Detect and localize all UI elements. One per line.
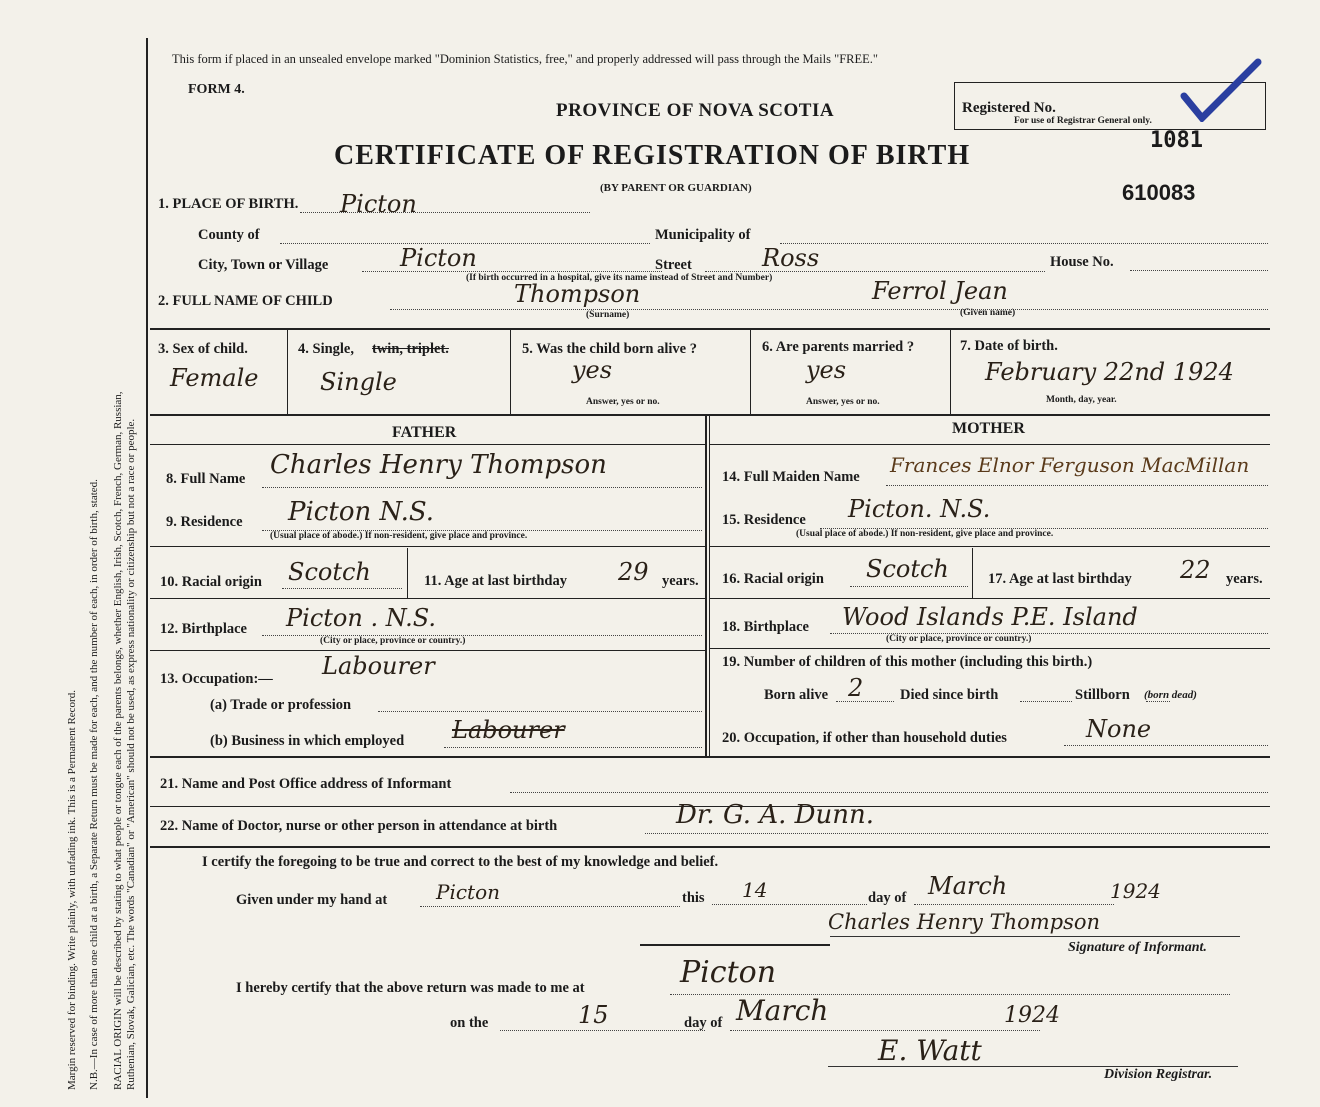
single-value: Single xyxy=(320,368,397,396)
mother-residence-label: 15. Residence xyxy=(722,512,806,528)
certificate-subtitle: (BY PARENT OR GUARDIAN) xyxy=(600,182,752,194)
certificate-title: CERTIFICATE OF REGISTRATION OF BIRTH xyxy=(334,140,971,171)
stillborn-line xyxy=(1146,701,1170,702)
margin-rule xyxy=(146,38,148,1098)
father-birthplace-note: (City or place, province or country.) xyxy=(320,636,466,646)
mother-racial-value: Scotch xyxy=(866,555,949,583)
dob-label: 7. Date of birth. xyxy=(960,338,1058,354)
father-age-label: 11. Age at last birthday xyxy=(424,573,567,589)
street-value: Ross xyxy=(762,244,820,272)
reg-month-value: March xyxy=(736,994,829,1027)
given-caption: (Given name) xyxy=(960,308,1016,318)
place-of-birth-label: 1. PLACE OF BIRTH. xyxy=(158,196,299,212)
father-years-label: years. xyxy=(662,573,699,589)
margin-note-4: Ruthenian, Slovak, Galician, etc. The words "Canadian" or "American" should not be used, as express nationality or citizenship but not a race or people. xyxy=(125,418,137,1090)
mother-age-label: 17. Age at last birthday xyxy=(988,571,1132,587)
died-line xyxy=(1020,701,1072,702)
month-line xyxy=(914,904,1114,905)
house-label: House No. xyxy=(1050,254,1114,270)
answer-caption: Answer, yes or no. xyxy=(806,397,880,407)
given-place-line xyxy=(420,906,680,907)
born-alive-value: yes xyxy=(572,356,613,384)
informant-signature: Charles Henry Thompson xyxy=(828,910,1101,934)
father-residence-label: 9. Residence xyxy=(166,514,243,530)
certify-statement: I certify the foregoing to be true and correct to the best of my knowledge and belief. xyxy=(202,854,719,870)
married-value: yes xyxy=(806,356,847,384)
column-divider xyxy=(950,330,951,414)
father-residence-value: Picton N.S. xyxy=(288,497,434,527)
street-label: Street xyxy=(655,257,692,273)
mother-heading: MOTHER xyxy=(952,420,1025,437)
business-line xyxy=(444,747,702,748)
section-rule xyxy=(150,598,705,599)
child-surname: Thompson xyxy=(514,280,641,308)
day-value: 14 xyxy=(742,878,768,902)
business-value: Labourer xyxy=(452,716,565,744)
house-line xyxy=(1130,270,1268,271)
mother-name-label: 14. Full Maiden Name xyxy=(722,469,860,485)
municipality-line xyxy=(780,243,1268,244)
column-divider xyxy=(510,330,511,414)
informant-signature-line xyxy=(830,936,1240,937)
mother-birthplace-label: 18. Birthplace xyxy=(722,619,809,635)
died-label: Died since birth xyxy=(900,687,999,703)
sex-label: 3. Sex of child. xyxy=(158,341,248,357)
twin-triplet-label: twin, triplet. xyxy=(372,341,449,357)
surname-caption: (Surname) xyxy=(586,310,630,320)
mother-birthplace-note: (City or place, province or country.) xyxy=(886,634,1032,644)
column-divider xyxy=(407,548,408,598)
doctor-label: 22. Name of Doctor, nurse or other person in attendance at birth xyxy=(160,818,558,834)
father-birthplace-label: 12. Birthplace xyxy=(160,621,247,637)
father-occupation-label: 13. Occupation:— xyxy=(160,671,273,687)
mother-residence-note: (Usual place of abode.) If non-resident, give place and province. xyxy=(796,529,1054,539)
section-rule xyxy=(710,648,1270,649)
serial-number: 610083 xyxy=(1122,180,1196,205)
month-value: March xyxy=(928,872,1008,900)
city-value: Picton xyxy=(400,244,477,272)
section-rule xyxy=(150,846,1270,848)
father-name-value: Charles Henry Thompson xyxy=(270,450,607,480)
mother-racial-line xyxy=(850,586,968,587)
born-alive-line xyxy=(836,701,894,702)
section-rule xyxy=(150,650,705,651)
mother-years-label: years. xyxy=(1226,571,1263,587)
doctor-value: Dr. G. A. Dunn. xyxy=(676,800,874,830)
given-place-value: Picton xyxy=(436,880,501,904)
mother-occupation-line xyxy=(1064,745,1268,746)
registered-label: Registered No. xyxy=(962,100,1056,116)
mother-occupation-value: None xyxy=(1086,715,1152,743)
margin-note-3: RACIAL ORIGIN will be described by stating to what people or tongue each of the parents belongs, whether English, Irish, Scotch, French, German, Russian, xyxy=(112,391,124,1090)
business-label: (b) Business in which employed xyxy=(210,733,405,749)
county-label: County of xyxy=(198,227,260,243)
trade-line xyxy=(378,711,702,712)
registrar-signature-caption: Division Registrar. xyxy=(1104,1067,1213,1082)
section-rule xyxy=(710,598,1270,599)
father-name-line xyxy=(262,487,702,488)
street-line xyxy=(705,271,1045,272)
mother-occupation-label: 20. Occupation, if other than household duties xyxy=(722,730,1007,746)
reg-day-value: 15 xyxy=(578,1001,609,1029)
column-divider xyxy=(972,548,973,598)
reg-day-line xyxy=(500,1030,705,1031)
single-label: 4. Single, xyxy=(298,341,354,357)
father-racial-label: 10. Racial origin xyxy=(160,574,262,590)
section-rule xyxy=(150,414,1270,416)
parents-divider xyxy=(705,416,707,756)
signature-separator xyxy=(640,944,830,946)
mother-name-value: Frances Elnor Ferguson MacMillan xyxy=(890,453,1250,477)
dob-caption: Month, day, year. xyxy=(1046,395,1117,405)
section-rule xyxy=(150,756,1270,758)
child-given-name: Ferrol Jean xyxy=(872,277,1008,305)
margin-note-2: N.B.—In case of more than one child at a birth, a Separate Return must be made for each, and the number of each, in order of birth, stated. xyxy=(88,479,100,1090)
section-rule xyxy=(150,444,705,445)
children-count-label: 19. Number of children of this mother (including this birth.) xyxy=(722,654,1093,670)
this-label: this xyxy=(682,890,705,906)
given-under-label: Given under my hand at xyxy=(236,892,388,908)
informant-label: 21. Name and Post Office address of Informant xyxy=(160,776,452,792)
registrar-use-note: For use of Registrar General only. xyxy=(1014,116,1152,126)
municipality-label: Municipality of xyxy=(655,227,751,243)
column-divider xyxy=(287,330,288,414)
day-of-label: day of xyxy=(868,890,907,906)
answer-caption: Answer, yes or no. xyxy=(586,397,660,407)
born-alive-count-label: Born alive xyxy=(764,687,829,703)
mother-birthplace-value: Wood Islands P.E. Island xyxy=(842,603,1138,631)
parents-divider xyxy=(709,416,710,756)
city-label: City, Town or Village xyxy=(198,257,329,273)
doctor-line xyxy=(645,833,1268,834)
father-racial-line xyxy=(282,588,402,589)
trade-label: (a) Trade or profession xyxy=(210,697,352,713)
province-heading: PROVINCE OF NOVA SCOTIA xyxy=(556,100,835,121)
reg-day-of-label: day of xyxy=(684,1015,723,1031)
section-rule xyxy=(150,328,1270,330)
margin-note-1: Margin reserved for binding. Write plainly, with unfading ink. This is a Permanent Record. xyxy=(66,690,78,1090)
father-age-value: 29 xyxy=(618,558,649,586)
mother-racial-label: 16. Racial origin xyxy=(722,571,824,587)
section-rule xyxy=(710,546,1270,547)
reg-year-value: 1924 xyxy=(1004,1003,1060,1028)
hospital-note: (If birth occurred in a hospital, give its name instead of Street and Number) xyxy=(466,273,773,283)
child-name-line xyxy=(390,309,1268,310)
married-label: 6. Are parents married ? xyxy=(762,339,915,355)
father-heading: FATHER xyxy=(392,424,457,441)
reg-month-line xyxy=(730,1030,1040,1031)
stillborn-note: (born dead) xyxy=(1144,689,1197,701)
registrar-statement: I hereby certify that the above return was made to me at xyxy=(236,980,585,996)
informant-signature-caption: Signature of Informant. xyxy=(1068,940,1207,955)
section-rule xyxy=(710,444,1270,445)
father-residence-note: (Usual place of abode.) If non-resident, give place and province. xyxy=(270,531,528,541)
year-value: 1924 xyxy=(1110,879,1161,903)
sex-value: Female xyxy=(170,364,259,392)
born-alive-count: 2 xyxy=(848,674,864,702)
father-birthplace-value: Picton . N.S. xyxy=(286,604,437,632)
mother-age-value: 22 xyxy=(1180,556,1211,584)
registrar-signature: E. Watt xyxy=(878,1034,982,1067)
column-divider xyxy=(750,330,751,414)
place-of-birth-value: Picton xyxy=(340,190,417,218)
day-line xyxy=(712,904,867,905)
dob-value: February 22nd 1924 xyxy=(985,358,1234,386)
on-the-label: on the xyxy=(450,1015,489,1031)
father-occupation-value: Labourer xyxy=(322,652,435,680)
mother-name-line xyxy=(886,485,1268,486)
postal-note: This form if placed in an unsealed envelope marked "Dominion Statistics, free," and properly addressed will pass through the Mails "FREE." xyxy=(172,52,879,66)
child-name-label: 2. FULL NAME OF CHILD xyxy=(158,293,333,309)
father-name-label: 8. Full Name xyxy=(166,471,246,487)
stillborn-label: Stillborn xyxy=(1075,687,1130,703)
father-racial-value: Scotch xyxy=(288,558,371,586)
form-number: FORM 4. xyxy=(188,82,245,97)
registered-number: 1081 xyxy=(1150,128,1203,153)
section-rule xyxy=(150,546,705,547)
informant-line xyxy=(510,792,1268,793)
mother-residence-value: Picton. N.S. xyxy=(848,495,991,523)
check-mark-icon xyxy=(1180,58,1262,122)
born-alive-label: 5. Was the child born alive ? xyxy=(522,341,697,357)
reg-place-value: Picton xyxy=(680,955,777,990)
